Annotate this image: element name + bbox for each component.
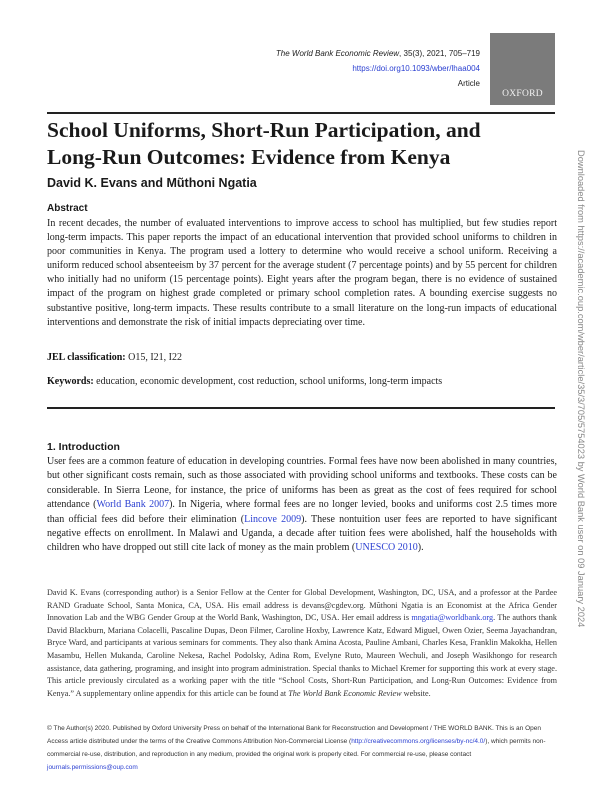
footnote-text: website.	[401, 688, 431, 698]
footnote-text: David K. Evans (corresponding author) is a Senior Fellow at the Center for Global Development, Washington, DC, USA, and a professor at the Pardee RAND Graduate School, Santa Monica, CA, USA. His email address is devans@cgdev.org. Mũthoni Ngatia is an Economist at the Africa Gender Innovation Lab and the WBG Gender Group at the World Bank, Washington, DC, USA. Her email address is	[47, 588, 557, 623]
journal-header	[276, 46, 480, 91]
creative-commons-link[interactable]: http://creativecommons.org/licenses/by-nc/4.0/	[351, 738, 486, 745]
download-stamp-text: Downloaded from https://academic.oup.com/wber/article/35/3/705/5754023 by World Bank user on 09 January 2024	[576, 150, 586, 628]
journal-name-italic: The World Bank Economic Review	[288, 688, 402, 698]
permissions-email-link[interactable]: journals.permissions@oup.com	[47, 764, 138, 771]
citation-link-lincove-2009[interactable]: Lincove 2009	[244, 513, 302, 525]
paper-title	[47, 117, 557, 171]
intro-text: User fees are a common feature of education in developing countries. Formal fees have now been abolished in many countries, but other significant costs remain, such as those associated with providing school uniforms and textbooks. These costs can be considerable. In Sierra Leone, for instance, the price of uniforms has been as great as the cost of fees required for school attendance (	[47, 456, 557, 511]
paper-title-line2: Long-Run Outcomes: Evidence from Kenya	[47, 145, 451, 169]
authors: David K. Evans and Mũthoni Ngatia	[47, 176, 257, 190]
download-stamp	[572, 150, 588, 630]
keywords-list: education, economic development, cost reduction, school uniforms, long-term impacts	[93, 376, 443, 387]
top-rule	[47, 112, 555, 114]
jel-classification	[47, 352, 182, 363]
jel-label: JEL classification:	[47, 352, 126, 363]
introduction-paragraph	[47, 455, 557, 556]
abstract-body: In recent decades, the number of evaluated interventions to improve access to school has multiplied, but few studies report long-term impacts. This paper reports the impact of an educational intervention that provided school uniforms to children in poor communities in Kenya. The program used a lottery to determine who would receive a school uniform. Receiving a uniform reduced school absenteeism by 37 percent for the average student (7 percentage points) and by 55 percent for children who initially had no uniform (15 percentage points). Eight years after the program began, there is no evidence of sustained impact of the program on highest grade completed or primary school completion rates. A bounding exercise suggests no substantive positive, long-term impacts. These results contribute to a small literature on the long-run impacts of educational interventions and demonstrate the risk of initial impacts depreciating over time.	[47, 218, 557, 328]
journal-citation	[276, 46, 480, 61]
citation-link-world-bank-2007[interactable]: World Bank 2007	[96, 499, 170, 511]
license-notice	[47, 722, 557, 774]
intro-text: ). These nontuition user fees are reported to have significant negative effects on enrollment. In Malawi and Uganda, a decade after tuition fees were abolished, half the households with children who have dropped out still cite lack of money as the main problem (	[47, 513, 557, 554]
author-footnote	[47, 587, 557, 700]
journal-volume-pages: , 35(3), 2021, 705–719	[399, 49, 480, 58]
article-type: Article	[457, 79, 480, 88]
oxford-logo-text: OXFORD	[502, 89, 543, 99]
paper-title-line1: School Uniforms, Short-Run Participation, and	[47, 118, 481, 142]
footnote-text: . The authors thank David Blackburn, Mariana Colacelli, Pascaline Dupas, Deon Filmer, Caroline Hoxby, Lawrence Katz, Edward Miguel, Owen Ozier, Seema Jayachandran, Bryce Ward, and participants at various seminars for comments. They also thank Amina Acosta, Pauline Ambani, Charles Kesa, Franklin Makokha, Hellen Masambu, Hellen Mukanda, Caroline Nekesa, Rachel Podolsky, Adina Rom, Evelyne Ruto, Maureen Wechuli, and Joseph Wasikhongo for research assistance, data gathering, programing, and insight into program administration. Special thanks to Michael Kremer for supporting this work at every stage. This article previously circulated as a working paper with the title “School Costs, Short-Run Participation, and Long-Run Outcomes: Evidence from Kenya.” A supplementary online appendix for this article can be found at	[47, 613, 557, 698]
license-text: ), which permits non-commercial re-use, distribution, and reproduction in any medium, provided the original work is properly cited. For commercial re-use, please contact	[47, 738, 546, 758]
jel-codes: O15, I21, I22	[125, 352, 183, 363]
citation-link-unesco-2010[interactable]: UNESCO 2010	[355, 542, 418, 554]
license-text: © The Author(s) 2020. Published by Oxford University Press on behalf of the International Bank for Reconstruction and Development / THE WORLD BANK. This is an Open Access article distributed under the terms of the Creative Commons Attribution Non-Commercial License (	[47, 725, 541, 745]
keywords-label: Keywords:	[47, 376, 94, 387]
intro-text: ).	[417, 542, 424, 554]
journal-name: The World Bank Economic Review	[275, 49, 400, 58]
intro-text: ). In Nigeria, where formal fees are no longer levied, books and uniforms cost 2.5 times more than official fees did before their elimination (	[47, 499, 557, 525]
oxford-logo	[490, 33, 555, 105]
abstract-end-rule	[47, 407, 555, 409]
keywords	[47, 376, 442, 387]
abstract-heading: Abstract	[47, 203, 88, 214]
section-heading-introduction: 1. Introduction	[47, 441, 120, 453]
email-link-ngatia[interactable]: mngatia@worldbank.org	[411, 613, 494, 623]
doi-link[interactable]: https://doi.org10.1093/wber/lhaa004	[352, 64, 480, 73]
